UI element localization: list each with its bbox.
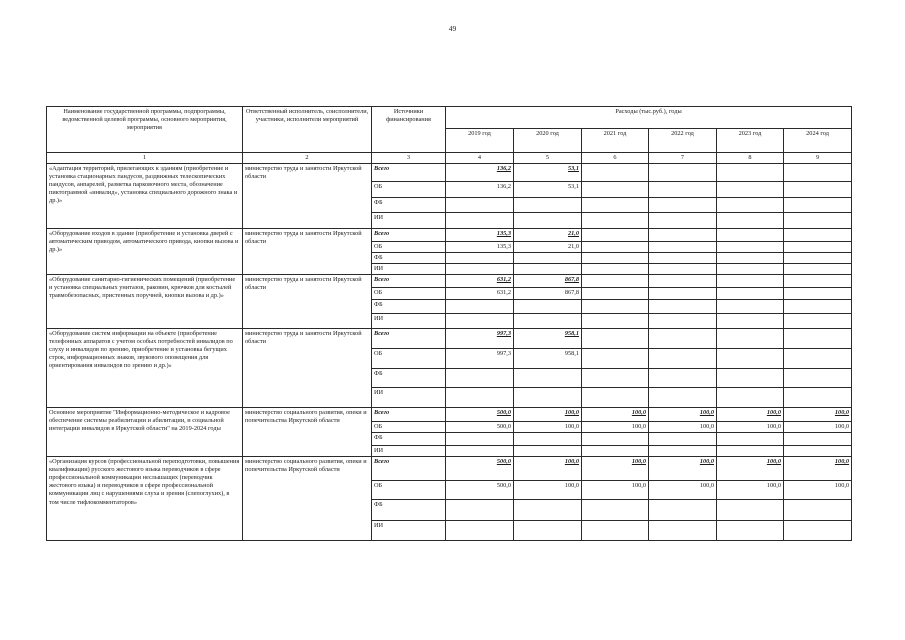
expense-value: 100,0 bbox=[649, 457, 717, 481]
expense-value bbox=[582, 229, 649, 242]
expense-value bbox=[717, 213, 784, 229]
expense-value bbox=[446, 388, 514, 408]
expense-value bbox=[717, 275, 784, 288]
funding-source: ФБ bbox=[372, 300, 446, 314]
expense-value: 136,2 bbox=[446, 164, 514, 182]
expense-value: 500,0 bbox=[446, 457, 514, 481]
funding-source: ИИ bbox=[372, 314, 446, 329]
expenses-table bbox=[46, 106, 852, 541]
column-number: 2 bbox=[243, 153, 372, 164]
expense-value: 100,0 bbox=[514, 408, 582, 422]
expense-value bbox=[582, 198, 649, 213]
expense-value bbox=[784, 229, 852, 242]
expense-value bbox=[514, 521, 582, 541]
expense-value: 53,1 bbox=[514, 182, 582, 198]
expense-value bbox=[784, 182, 852, 198]
expense-value: 958,1 bbox=[514, 329, 582, 349]
expense-value bbox=[446, 213, 514, 229]
column-number: 3 bbox=[372, 153, 446, 164]
funding-source: Всего bbox=[372, 457, 446, 481]
expense-value bbox=[649, 388, 717, 408]
expense-value bbox=[649, 275, 717, 288]
expense-value bbox=[649, 433, 717, 446]
expense-value bbox=[784, 242, 852, 253]
expense-value bbox=[582, 213, 649, 229]
expense-value bbox=[784, 500, 852, 521]
expense-value bbox=[514, 433, 582, 446]
expense-value bbox=[514, 264, 582, 275]
column-number: 7 bbox=[649, 153, 717, 164]
funding-source: ФБ bbox=[372, 500, 446, 521]
expense-value bbox=[717, 182, 784, 198]
expense-value bbox=[582, 300, 649, 314]
funding-source: ОБ bbox=[372, 481, 446, 500]
expense-value bbox=[582, 446, 649, 457]
expense-value bbox=[784, 288, 852, 300]
expense-value bbox=[649, 242, 717, 253]
expense-value bbox=[582, 275, 649, 288]
expense-value: 100,0 bbox=[582, 422, 649, 433]
expense-value bbox=[649, 349, 717, 369]
expense-value: 135,3 bbox=[446, 229, 514, 242]
expense-value bbox=[717, 329, 784, 349]
expense-value: 100,0 bbox=[649, 408, 717, 422]
expense-value: 21,0 bbox=[514, 229, 582, 242]
expense-value bbox=[582, 369, 649, 388]
expense-value bbox=[446, 500, 514, 521]
expense-value: 997,3 bbox=[446, 329, 514, 349]
table-row bbox=[47, 408, 852, 422]
expense-value bbox=[446, 300, 514, 314]
expense-value bbox=[717, 264, 784, 275]
expense-value: 500,0 bbox=[446, 481, 514, 500]
expense-value: 867,8 bbox=[514, 288, 582, 300]
responsible-executor: министерство социального развития, опеки и попечительства Иркутской области bbox=[243, 408, 372, 457]
expense-value bbox=[582, 433, 649, 446]
funding-source: ИИ bbox=[372, 521, 446, 541]
expense-value bbox=[717, 433, 784, 446]
expense-value: 997,3 bbox=[446, 349, 514, 369]
expense-value bbox=[582, 349, 649, 369]
expense-value: 100,0 bbox=[784, 408, 852, 422]
expense-value bbox=[784, 198, 852, 213]
expense-value: 136,2 bbox=[446, 182, 514, 198]
funding-source: ФБ bbox=[372, 369, 446, 388]
expense-value bbox=[784, 213, 852, 229]
expense-value: 100,0 bbox=[649, 422, 717, 433]
expense-value bbox=[514, 213, 582, 229]
expense-value bbox=[582, 164, 649, 182]
expense-value bbox=[717, 500, 784, 521]
header-year: 2024 год bbox=[784, 129, 852, 153]
expense-value bbox=[784, 253, 852, 264]
expense-value bbox=[649, 213, 717, 229]
activity-name: «Оборудование систем информации на объекте (приобретение телефонных аппаратов с учетом особых потребностей инвалидов по слуху и инвалидов по зрению, приобретение и установка бегущих строк, информационных знаков, звукового оповещения для ориентирования инвалидов по зрению и др.)» bbox=[47, 329, 243, 408]
expense-value bbox=[649, 253, 717, 264]
expense-value: 100,0 bbox=[514, 422, 582, 433]
funding-source: ОБ bbox=[372, 288, 446, 300]
expense-value bbox=[514, 369, 582, 388]
expense-value bbox=[514, 300, 582, 314]
responsible-executor: министерство труда и занятости Иркутской области bbox=[243, 275, 372, 329]
column-number: 4 bbox=[446, 153, 514, 164]
expense-value bbox=[582, 242, 649, 253]
funding-source: ИИ bbox=[372, 213, 446, 229]
funding-source: ИИ bbox=[372, 446, 446, 457]
expense-value bbox=[717, 369, 784, 388]
funding-source: ФБ bbox=[372, 433, 446, 446]
table-body bbox=[47, 164, 852, 541]
expense-value bbox=[649, 288, 717, 300]
column-number: 5 bbox=[514, 153, 582, 164]
expense-value bbox=[514, 253, 582, 264]
expense-value: 100,0 bbox=[582, 457, 649, 481]
table-row bbox=[47, 275, 852, 288]
column-number: 9 bbox=[784, 153, 852, 164]
expense-value bbox=[582, 182, 649, 198]
activity-name: «Организация курсов (профессиональной переподготовки, повышения квалификации) русского жестового языка переводчиков в сфере профессиональной коммуникации неслышащих (переводчик жестового языка) и переводчиков в сфере профессиональной коммуникации лиц с нарушениями слуха и зрения (слепоглухих), в том числе тифлокомментаторов» bbox=[47, 457, 243, 541]
funding-source: ОБ bbox=[372, 242, 446, 253]
expense-value bbox=[582, 500, 649, 521]
expense-value bbox=[784, 300, 852, 314]
expense-value bbox=[784, 329, 852, 349]
header-sources: Источники финансирования bbox=[372, 107, 446, 153]
header-year: 2019 год bbox=[446, 129, 514, 153]
activity-name: «Адаптация территорий, прилегающих к зданиям (приобретение и установка стационарных пандусов, раздвижных телескопических пандусов, анпарелей, разметка парковочного места, обозначение пиктограммой «инвалид», установка специального дорожного знака и др.)» bbox=[47, 164, 243, 229]
expense-value bbox=[446, 314, 514, 329]
expense-value: 100,0 bbox=[717, 422, 784, 433]
column-number: 6 bbox=[582, 153, 649, 164]
expense-value: 100,0 bbox=[717, 408, 784, 422]
activity-name: Основное мероприятие "Информационно-методическое и кадровое обеспечение системы реабилитации и абилитации, и социальной интеграции инвалидов в Иркутской области" на 2019-2024 годы bbox=[47, 408, 243, 457]
activity-name: «Оборудование входов в здание (приобретение и установка дверей с автоматическим приводом, автоматического привода, кнопки вызова и др.)» bbox=[47, 229, 243, 275]
column-number: 1 bbox=[47, 153, 243, 164]
expense-value: 958,1 bbox=[514, 349, 582, 369]
responsible-executor: министерство труда и занятости Иркутской области bbox=[243, 329, 372, 408]
expense-value bbox=[649, 264, 717, 275]
expense-value: 100,0 bbox=[514, 481, 582, 500]
expense-value bbox=[717, 288, 784, 300]
expense-value bbox=[582, 521, 649, 541]
expense-value bbox=[649, 164, 717, 182]
responsible-executor: министерство труда и занятости Иркутской области bbox=[243, 164, 372, 229]
expense-value bbox=[514, 198, 582, 213]
expense-value bbox=[717, 521, 784, 541]
expense-value bbox=[514, 388, 582, 408]
funding-source: ОБ bbox=[372, 422, 446, 433]
expense-value: 500,0 bbox=[446, 408, 514, 422]
page-number: 49 bbox=[448, 24, 457, 33]
expense-value bbox=[446, 433, 514, 446]
expense-value bbox=[717, 446, 784, 457]
expense-value bbox=[717, 164, 784, 182]
expense-value: 100,0 bbox=[784, 481, 852, 500]
header-year: 2022 год bbox=[649, 129, 717, 153]
header-year: 2020 год bbox=[514, 129, 582, 153]
expense-value bbox=[582, 253, 649, 264]
responsible-executor: министерство труда и занятости Иркутской области bbox=[243, 229, 372, 275]
funding-source: ФБ bbox=[372, 198, 446, 213]
expense-value bbox=[514, 314, 582, 329]
funding-source: Всего bbox=[372, 164, 446, 182]
expense-value bbox=[649, 500, 717, 521]
header-year: 2021 год bbox=[582, 129, 649, 153]
expense-value bbox=[649, 521, 717, 541]
expense-value bbox=[582, 314, 649, 329]
expense-value bbox=[649, 369, 717, 388]
funding-source: ОБ bbox=[372, 182, 446, 198]
expense-value bbox=[717, 253, 784, 264]
expense-value bbox=[784, 433, 852, 446]
expense-value bbox=[784, 521, 852, 541]
expense-value bbox=[582, 329, 649, 349]
expense-value bbox=[446, 253, 514, 264]
expense-value: 867,8 bbox=[514, 275, 582, 288]
expense-value: 100,0 bbox=[717, 481, 784, 500]
table-row bbox=[47, 164, 852, 182]
expense-value bbox=[784, 164, 852, 182]
table-row bbox=[47, 457, 852, 481]
expense-value bbox=[784, 314, 852, 329]
expense-value bbox=[717, 242, 784, 253]
column-number: 8 bbox=[717, 153, 784, 164]
expense-value bbox=[446, 198, 514, 213]
expense-value bbox=[717, 388, 784, 408]
header-responsible: Ответственный исполнитель, соисполнители, участники, исполнители мероприятий bbox=[243, 107, 372, 153]
expense-value: 100,0 bbox=[582, 408, 649, 422]
expense-value bbox=[446, 446, 514, 457]
expense-value bbox=[717, 198, 784, 213]
expense-value bbox=[649, 314, 717, 329]
expense-value: 21,0 bbox=[514, 242, 582, 253]
header-expenses: Расходы (тыс.руб.), годы bbox=[446, 107, 852, 129]
expense-value bbox=[784, 369, 852, 388]
expense-value: 53,1 bbox=[514, 164, 582, 182]
funding-source: ОБ bbox=[372, 349, 446, 369]
responsible-executor: министерство социального развития, опеки и попечительства Иркутской области bbox=[243, 457, 372, 541]
expense-value bbox=[649, 446, 717, 457]
funding-source: Всего bbox=[372, 329, 446, 349]
table-row bbox=[47, 229, 852, 242]
expense-value bbox=[784, 349, 852, 369]
expense-value: 100,0 bbox=[514, 457, 582, 481]
expense-value: 135,3 bbox=[446, 242, 514, 253]
expense-value: 631,2 bbox=[446, 288, 514, 300]
expense-value bbox=[649, 300, 717, 314]
expense-value bbox=[649, 229, 717, 242]
expense-value: 100,0 bbox=[784, 422, 852, 433]
table-row bbox=[47, 329, 852, 349]
expense-value bbox=[784, 388, 852, 408]
expense-value bbox=[649, 329, 717, 349]
column-numbers-row bbox=[47, 153, 852, 164]
expense-value bbox=[784, 275, 852, 288]
expense-value bbox=[582, 288, 649, 300]
header-year: 2023 год bbox=[717, 129, 784, 153]
expense-value bbox=[784, 264, 852, 275]
header-name: Наименование государственной программы, подпрограммы, ведомственной целевой программы, основного мероприятия, мероприятия bbox=[47, 107, 243, 153]
funding-source: ФБ bbox=[372, 253, 446, 264]
expense-value: 500,0 bbox=[446, 422, 514, 433]
expense-value bbox=[514, 500, 582, 521]
expense-value bbox=[784, 446, 852, 457]
expense-value: 631,2 bbox=[446, 275, 514, 288]
expense-value bbox=[649, 198, 717, 213]
funding-source: ИИ bbox=[372, 388, 446, 408]
funding-source: ИИ bbox=[372, 264, 446, 275]
funding-source: Всего bbox=[372, 229, 446, 242]
expense-value bbox=[446, 264, 514, 275]
expense-value bbox=[649, 182, 717, 198]
expense-value bbox=[582, 388, 649, 408]
expense-value bbox=[717, 314, 784, 329]
expense-value: 100,0 bbox=[784, 457, 852, 481]
expense-value bbox=[446, 521, 514, 541]
expense-value bbox=[514, 446, 582, 457]
activity-name: «Оборудование санитарно-гигиенических помещений (приобретение и установка специальных унитазов, раковин, крючков для костылей травмобезопасных, пристенных поручней, кнопки вызова и др.)» bbox=[47, 275, 243, 329]
expense-value bbox=[446, 369, 514, 388]
expense-value: 100,0 bbox=[717, 457, 784, 481]
funding-source: Всего bbox=[372, 408, 446, 422]
expense-value: 100,0 bbox=[649, 481, 717, 500]
expense-value bbox=[717, 300, 784, 314]
expense-value bbox=[582, 264, 649, 275]
funding-source: Всего bbox=[372, 275, 446, 288]
expense-value: 100,0 bbox=[582, 481, 649, 500]
expense-value bbox=[717, 229, 784, 242]
expense-value bbox=[717, 349, 784, 369]
